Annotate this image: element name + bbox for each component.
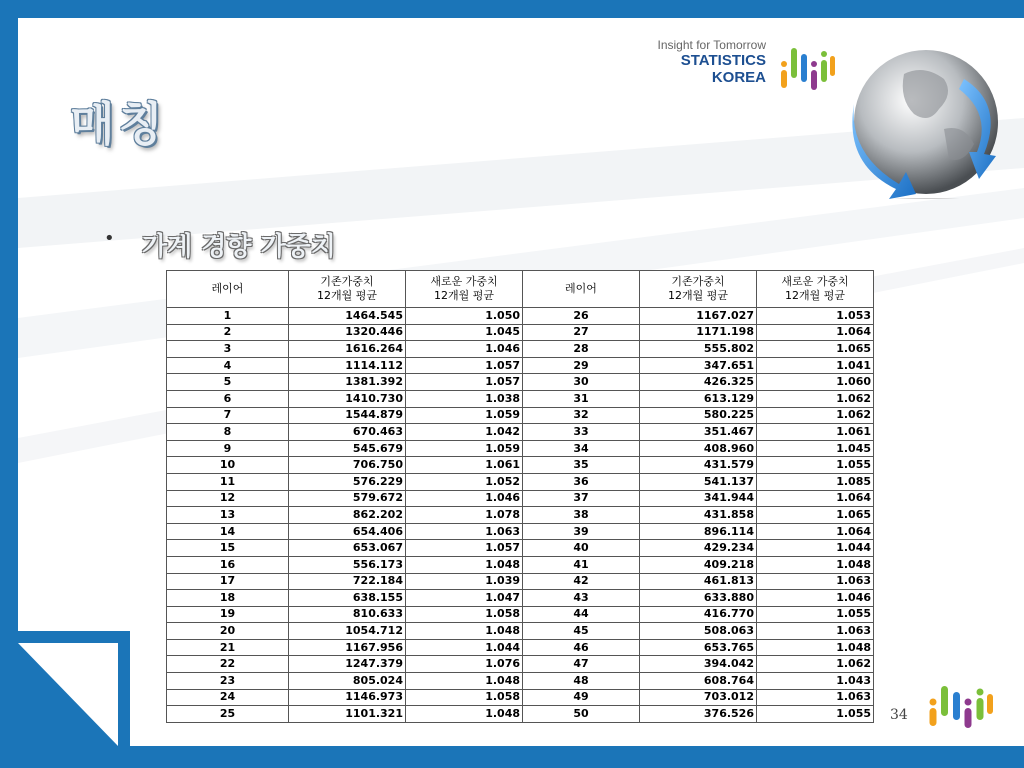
cell-old-weight-2: 541.137 <box>640 473 757 490</box>
cell-layer: 21 <box>167 639 289 656</box>
cell-layer: 12 <box>167 490 289 507</box>
cell-layer-2: 33 <box>523 424 640 441</box>
cell-layer: 22 <box>167 656 289 673</box>
logo-name-line2: KOREA <box>711 69 766 86</box>
cell-layer: 25 <box>167 706 289 723</box>
cell-old-weight: 805.024 <box>289 673 406 690</box>
cell-new-weight: 1.057 <box>406 540 523 557</box>
cell-layer: 18 <box>167 590 289 607</box>
slide-subtitle: 가계 경향 가중치 <box>142 232 336 262</box>
cell-layer: 23 <box>167 673 289 690</box>
cell-old-weight: 556.173 <box>289 556 406 573</box>
table-row <box>167 673 874 690</box>
statistics-korea-logo <box>618 38 766 86</box>
cell-layer-2: 38 <box>523 507 640 524</box>
cell-old-weight: 653.067 <box>289 540 406 557</box>
cell-old-weight-2: 351.467 <box>640 424 757 441</box>
cell-new-weight: 1.046 <box>406 341 523 358</box>
header-old-weight-2: 기존가중치 12개월 평균 <box>640 271 757 308</box>
cell-new-weight: 1.047 <box>406 590 523 607</box>
cell-layer: 4 <box>167 357 289 374</box>
cell-new-weight: 1.048 <box>406 673 523 690</box>
cell-old-weight-2: 409.218 <box>640 556 757 573</box>
cell-old-weight-2: 376.526 <box>640 706 757 723</box>
logo-name-line1: STATISTICS <box>680 52 766 69</box>
cell-new-weight: 1.038 <box>406 390 523 407</box>
cell-layer: 19 <box>167 606 289 623</box>
cell-new-weight-2: 1.060 <box>757 374 874 391</box>
table-row <box>167 407 874 424</box>
cell-new-weight: 1.061 <box>406 457 523 474</box>
cell-layer-2: 44 <box>523 606 640 623</box>
cell-layer-2: 32 <box>523 407 640 424</box>
cell-new-weight-2: 1.045 <box>757 440 874 457</box>
cell-new-weight: 1.058 <box>406 606 523 623</box>
cell-old-weight: 1381.392 <box>289 374 406 391</box>
header-layer-2: 레이어 <box>523 271 640 308</box>
table-row <box>167 424 874 441</box>
cell-new-weight: 1.059 <box>406 407 523 424</box>
cell-layer-2: 50 <box>523 706 640 723</box>
cell-new-weight: 1.057 <box>406 374 523 391</box>
header-new-weight-2: 새로운 가중치 12개월 평균 <box>757 271 874 308</box>
cell-old-weight-2: 461.813 <box>640 573 757 590</box>
cell-old-weight-2: 555.802 <box>640 341 757 358</box>
table-row <box>167 341 874 358</box>
table-row <box>167 590 874 607</box>
cell-layer-2: 27 <box>523 324 640 341</box>
cell-layer: 9 <box>167 440 289 457</box>
cell-old-weight: 579.672 <box>289 490 406 507</box>
cell-old-weight: 1247.379 <box>289 656 406 673</box>
cell-old-weight: 545.679 <box>289 440 406 457</box>
cell-old-weight: 1616.264 <box>289 341 406 358</box>
slide-title: 매칭 <box>70 97 167 151</box>
cell-new-weight: 1.058 <box>406 689 523 706</box>
page-number: 34 <box>890 707 908 723</box>
table-row <box>167 507 874 524</box>
table-row <box>167 623 874 640</box>
cell-old-weight: 638.155 <box>289 590 406 607</box>
table-row <box>167 639 874 656</box>
cell-layer: 6 <box>167 390 289 407</box>
cell-layer: 20 <box>167 623 289 640</box>
cell-old-weight-2: 429.234 <box>640 540 757 557</box>
cell-old-weight-2: 896.114 <box>640 523 757 540</box>
cell-new-weight: 1.048 <box>406 706 523 723</box>
cell-old-weight: 1146.973 <box>289 689 406 706</box>
cell-old-weight: 1544.879 <box>289 407 406 424</box>
cell-layer-2: 42 <box>523 573 640 590</box>
cell-old-weight-2: 394.042 <box>640 656 757 673</box>
cell-layer: 10 <box>167 457 289 474</box>
cell-old-weight: 654.406 <box>289 523 406 540</box>
cell-old-weight: 722.184 <box>289 573 406 590</box>
table-row <box>167 606 874 623</box>
cell-layer: 24 <box>167 689 289 706</box>
header-layer: 레이어 <box>167 271 289 308</box>
cell-new-weight: 1.048 <box>406 623 523 640</box>
table-row <box>167 324 874 341</box>
cell-new-weight-2: 1.055 <box>757 606 874 623</box>
cell-layer-2: 37 <box>523 490 640 507</box>
cell-layer: 15 <box>167 540 289 557</box>
cell-old-weight-2: 613.129 <box>640 390 757 407</box>
cell-new-weight-2: 1.053 <box>757 308 874 325</box>
cell-old-weight-2: 426.325 <box>640 374 757 391</box>
cell-new-weight-2: 1.062 <box>757 656 874 673</box>
small-logo-bars-icon <box>928 680 994 730</box>
cell-new-weight-2: 1.064 <box>757 490 874 507</box>
cell-layer-2: 43 <box>523 590 640 607</box>
cell-old-weight: 706.750 <box>289 457 406 474</box>
cell-layer-2: 35 <box>523 457 640 474</box>
cell-layer: 1 <box>167 308 289 325</box>
cell-old-weight-2: 580.225 <box>640 407 757 424</box>
table-row <box>167 689 874 706</box>
cell-layer-2: 36 <box>523 473 640 490</box>
cell-new-weight: 1.045 <box>406 324 523 341</box>
cell-layer-2: 30 <box>523 374 640 391</box>
slide <box>18 18 1024 746</box>
cell-old-weight: 1101.321 <box>289 706 406 723</box>
table-row <box>167 357 874 374</box>
cell-layer: 13 <box>167 507 289 524</box>
cell-old-weight: 1464.545 <box>289 308 406 325</box>
cell-old-weight: 576.229 <box>289 473 406 490</box>
cell-new-weight: 1.076 <box>406 656 523 673</box>
cell-new-weight-2: 1.062 <box>757 390 874 407</box>
cell-new-weight-2: 1.046 <box>757 590 874 607</box>
cell-old-weight-2: 653.765 <box>640 639 757 656</box>
cell-old-weight: 1114.112 <box>289 357 406 374</box>
cell-old-weight: 670.463 <box>289 424 406 441</box>
header-old-weight: 기존가중치 12개월 평균 <box>289 271 406 308</box>
cell-old-weight-2: 703.012 <box>640 689 757 706</box>
cell-layer-2: 46 <box>523 639 640 656</box>
cell-layer: 16 <box>167 556 289 573</box>
cell-new-weight: 1.046 <box>406 490 523 507</box>
table-row <box>167 706 874 723</box>
cell-layer: 5 <box>167 374 289 391</box>
cell-new-weight-2: 1.048 <box>757 639 874 656</box>
table-row <box>167 374 874 391</box>
cell-new-weight-2: 1.063 <box>757 689 874 706</box>
cell-layer: 11 <box>167 473 289 490</box>
cell-new-weight-2: 1.063 <box>757 573 874 590</box>
cell-new-weight-2: 1.043 <box>757 673 874 690</box>
cell-old-weight-2: 1171.198 <box>640 324 757 341</box>
cell-old-weight: 810.633 <box>289 606 406 623</box>
table-row <box>167 490 874 507</box>
cell-new-weight-2: 1.062 <box>757 407 874 424</box>
cell-new-weight-2: 1.064 <box>757 324 874 341</box>
cell-new-weight: 1.050 <box>406 308 523 325</box>
cell-new-weight: 1.052 <box>406 473 523 490</box>
cell-layer-2: 26 <box>523 308 640 325</box>
cell-old-weight-2: 408.960 <box>640 440 757 457</box>
cell-new-weight: 1.078 <box>406 507 523 524</box>
cell-old-weight-2: 431.579 <box>640 457 757 474</box>
cell-layer: 3 <box>167 341 289 358</box>
cell-new-weight: 1.044 <box>406 639 523 656</box>
cell-new-weight: 1.063 <box>406 523 523 540</box>
cell-layer-2: 39 <box>523 523 640 540</box>
cell-layer: 17 <box>167 573 289 590</box>
cell-layer: 7 <box>167 407 289 424</box>
cell-new-weight: 1.048 <box>406 556 523 573</box>
cell-layer: 2 <box>167 324 289 341</box>
header-new-weight: 새로운 가중치 12개월 평균 <box>406 271 523 308</box>
cell-layer-2: 29 <box>523 357 640 374</box>
cell-new-weight-2: 1.044 <box>757 540 874 557</box>
cell-layer-2: 47 <box>523 656 640 673</box>
cell-layer-2: 28 <box>523 341 640 358</box>
cell-new-weight-2: 1.085 <box>757 473 874 490</box>
cell-new-weight: 1.059 <box>406 440 523 457</box>
cell-layer-2: 31 <box>523 390 640 407</box>
cell-old-weight-2: 508.063 <box>640 623 757 640</box>
cell-layer-2: 41 <box>523 556 640 573</box>
table-row <box>167 523 874 540</box>
table-row <box>167 440 874 457</box>
table-row <box>167 473 874 490</box>
cell-new-weight-2: 1.065 <box>757 507 874 524</box>
cell-layer-2: 40 <box>523 540 640 557</box>
weights-table <box>166 270 874 723</box>
cell-old-weight-2: 341.944 <box>640 490 757 507</box>
cell-new-weight-2: 1.064 <box>757 523 874 540</box>
cell-old-weight: 862.202 <box>289 507 406 524</box>
table-row <box>167 308 874 325</box>
bullet-marker: • <box>104 228 115 249</box>
cell-layer-2: 34 <box>523 440 640 457</box>
cell-old-weight: 1410.730 <box>289 390 406 407</box>
cell-old-weight: 1054.712 <box>289 623 406 640</box>
cell-old-weight-2: 347.651 <box>640 357 757 374</box>
cell-new-weight-2: 1.063 <box>757 623 874 640</box>
cell-old-weight: 1167.956 <box>289 639 406 656</box>
cell-old-weight: 1320.446 <box>289 324 406 341</box>
cell-old-weight-2: 608.764 <box>640 673 757 690</box>
cell-new-weight: 1.057 <box>406 357 523 374</box>
cell-new-weight: 1.042 <box>406 424 523 441</box>
table-row <box>167 457 874 474</box>
table-row <box>167 556 874 573</box>
table-row <box>167 573 874 590</box>
table-row <box>167 390 874 407</box>
logo-tagline: Insight for Tomorrow <box>657 38 766 52</box>
cell-new-weight-2: 1.055 <box>757 457 874 474</box>
table-row <box>167 540 874 557</box>
table-row <box>167 656 874 673</box>
cell-layer: 14 <box>167 523 289 540</box>
cell-new-weight-2: 1.048 <box>757 556 874 573</box>
logo-bars-icon <box>780 42 836 92</box>
corner-decoration <box>18 631 130 746</box>
cell-old-weight-2: 1167.027 <box>640 308 757 325</box>
cell-new-weight-2: 1.041 <box>757 357 874 374</box>
cell-old-weight-2: 416.770 <box>640 606 757 623</box>
cell-new-weight-2: 1.065 <box>757 341 874 358</box>
cell-layer-2: 49 <box>523 689 640 706</box>
table-header-row <box>167 271 874 308</box>
cell-new-weight: 1.039 <box>406 573 523 590</box>
cell-new-weight-2: 1.055 <box>757 706 874 723</box>
cell-old-weight-2: 633.880 <box>640 590 757 607</box>
globe-icon <box>844 34 1004 199</box>
cell-layer-2: 45 <box>523 623 640 640</box>
cell-layer-2: 48 <box>523 673 640 690</box>
cell-old-weight-2: 431.858 <box>640 507 757 524</box>
cell-new-weight-2: 1.061 <box>757 424 874 441</box>
cell-layer: 8 <box>167 424 289 441</box>
